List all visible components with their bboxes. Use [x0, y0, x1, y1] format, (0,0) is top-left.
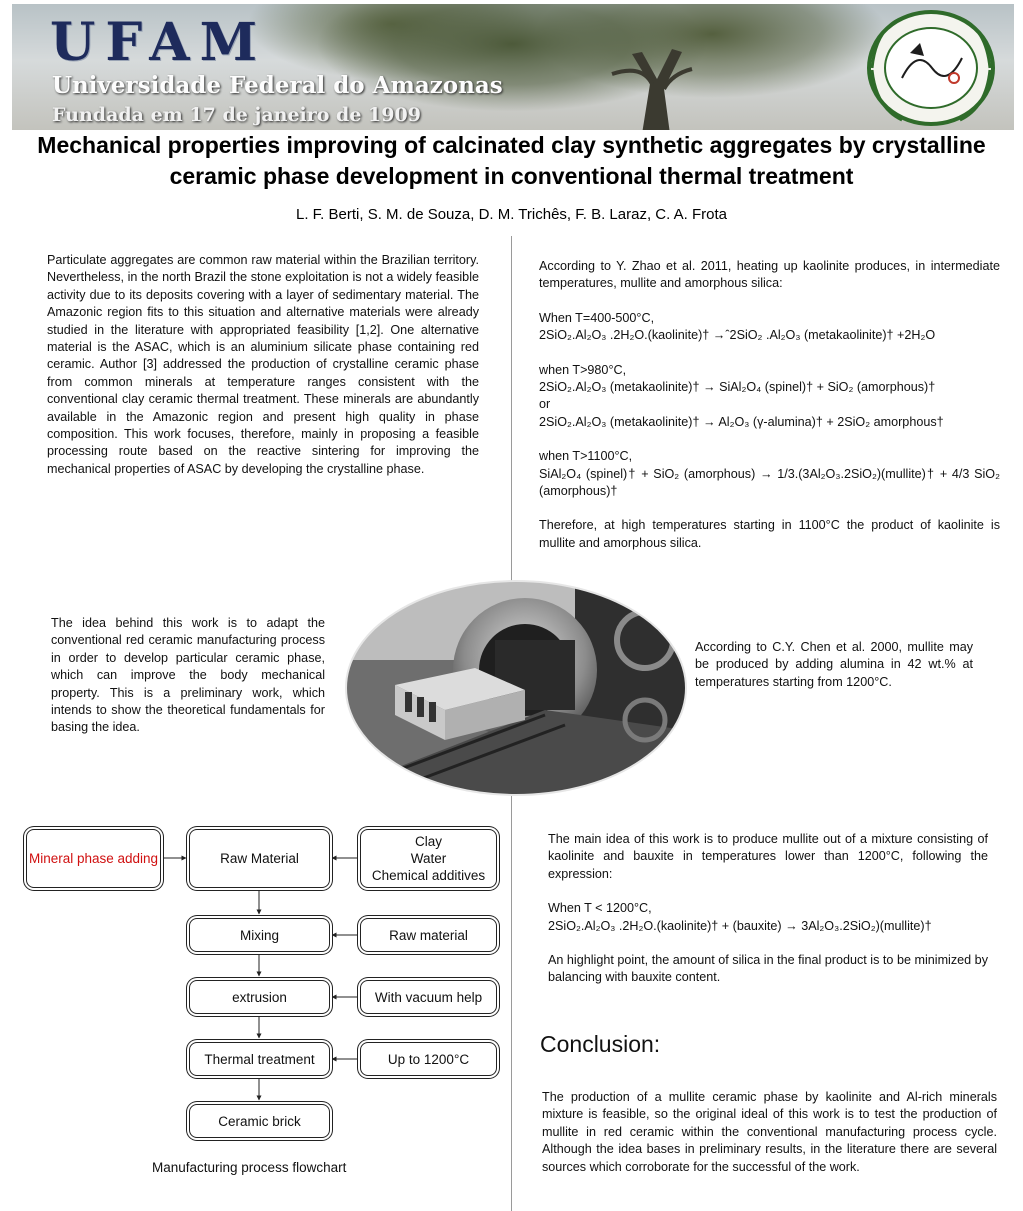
flow-ceramic-brick: Ceramic brick: [189, 1104, 330, 1138]
flow-raw-material: Raw Material: [189, 829, 330, 888]
zhao-t2-or: or: [539, 397, 551, 412]
university-name: Universidade Federal do Amazonas: [52, 72, 503, 99]
poster-title: Mechanical properties improving of calcinated clay synthetic aggregates by crystalline ceramic phase development in conventional thermal treatment: [37, 132, 986, 189]
flow-up-to-1200: Up to 1200°C: [360, 1042, 497, 1076]
chen-text: According to C.Y. Chen et al. 2000, mullite may be produced by adding alumina in 42 wt.% at temperatures starting from 1200°C.: [695, 640, 973, 689]
conclusion-heading: Conclusion:: [540, 1031, 661, 1057]
zhao-t1-equation: 2SiO₂.Al₂O₃ .2H₂O.(kaolinite)† →ˆ2SiO₂ .Al₂O₃ (metakaolinite)† +2H₂O: [539, 328, 936, 343]
flow-mineral-phase-adding: Mineral phase adding: [26, 829, 161, 888]
flowchart-caption: Manufacturing process flowchart: [152, 1160, 347, 1175]
flow-input-clay: Clay: [414, 834, 442, 849]
zhao-t2-label: when T>980°C,: [539, 362, 627, 377]
main-idea-intro: The main idea of this work is to produce mullite out of a mixture consisting of kaolinite and bauxite in temperatures lower than 1200°C, following the expression:: [548, 832, 988, 881]
idea-text: The idea behind this work is to adapt the conventional red ceramic manufacturing process in order to develop particular ceramic phase, which can improve the body mechanical property. This is a preliminary work, which intends to show the theoretical fundamentals for basing the idea.: [51, 616, 325, 735]
poster-authors: L. F. Berti, S. M. de Souza, D. M. Trichês, F. B. Laraz, C. A. Frota: [296, 206, 727, 223]
zhao-intro: According to Y. Zhao et al. 2011, heating up kaolinite produces, in intermediate temperatures, mullite and amorphous silica:: [539, 259, 1000, 291]
flow-extrusion: extrusion: [189, 980, 330, 1014]
flow-mixing: Mixing: [189, 918, 330, 952]
founding-date: Fundada em 17 de janeiro de 1909: [52, 104, 421, 126]
zhao-conclusion: Therefore, at high temperatures starting in 1100°C the product of kaolinite is mullite and amorphous silica.: [539, 518, 1000, 550]
university-seal-logo: [862, 8, 1000, 128]
header-banner: [12, 4, 1014, 130]
tree-illustration: [572, 44, 732, 130]
flow-inputs: [360, 829, 497, 888]
flow-vacuum-help: With vacuum help: [360, 980, 497, 1014]
zhao-t3-equation: SiAl₂O₄ (spinel)† + SiO₂ (amorphous) → 1/3.(3Al₂O₃.2SiO₂)(mullite)† + 4/3 SiO₂ (amorphous)†: [539, 466, 1000, 499]
flow-raw-material-side: Raw material: [360, 918, 497, 952]
conclusion-text: The production of a mullite ceramic phase by kaolinite and Al-rich minerals mixture is feasible, so the original ideal of this work is to test the production of mullite in red ceramic within the conventional manufacturing process cycle. Although the idea bases in preliminary results, in the literature there are several sources which corroborate for the successful of the work.: [542, 1090, 997, 1174]
ufam-acronym: UFAM: [50, 12, 268, 73]
main-idea-equation: 2SiO₂.Al₂O₃ .2H₂O.(kaolinite)† + (bauxite) → 3Al₂O₃.2SiO₂)(mullite)†: [548, 918, 932, 933]
main-idea-section: [548, 831, 988, 987]
extrusion-machine-photo: [345, 580, 687, 796]
flow-input-additives: Chemical additives: [371, 868, 486, 883]
zhao-t3-label: when T>1100°C,: [539, 449, 633, 464]
zhao-t2-equation-2: 2SiO₂.Al₂O₃ (metakaolinite)† → Al₂O₃ (γ-alumina)† + 2SiO₂ amorphous†: [539, 414, 944, 429]
introduction-text: Particulate aggregates are common raw material within the Brazilian territory. Nevertheless, in the north Brazil the stone exploitation is not a widely feasible activity due to its deposits covering with a layer of sedimentary material. The Amazonic region fits to this situation and alternative materials were already studied in the literature with appropriated feasibility [1,2]. One alternative material is the ASAC, which is an aluminium silicate phase containing red ceramic. Author [3] addressed the production of crystalline ceramic phase from common minerals at temperature ranges consistent with the conventional clay ceramic thermal treatment. These minerals are abundantly available in the Amazonic region and present high quality in phase composition. This work focuses, therefore, mainly in proposing a feasible processing route based on the reactive sintering for improving the mechanical properties of ASAC by developing the crystalline phase.: [47, 253, 479, 476]
flow-thermal-treatment: Thermal treatment: [189, 1042, 330, 1076]
zhao-section: [539, 258, 1000, 552]
main-idea-highlight: An highlight point, the amount of silica in the final product is to be minimized by balancing with bauxite content.: [548, 953, 988, 985]
flow-input-water: Water: [410, 851, 447, 866]
main-idea-condition: When T < 1200°C,: [548, 901, 652, 916]
zhao-t2-equation-1: 2SiO₂.Al₂O₃ (metakaolinite)† → SiAl₂O₄ (spinel)† + SiO₂ (amorphous)†: [539, 380, 936, 395]
zhao-t1-label: When T=400-500°C,: [539, 310, 655, 325]
